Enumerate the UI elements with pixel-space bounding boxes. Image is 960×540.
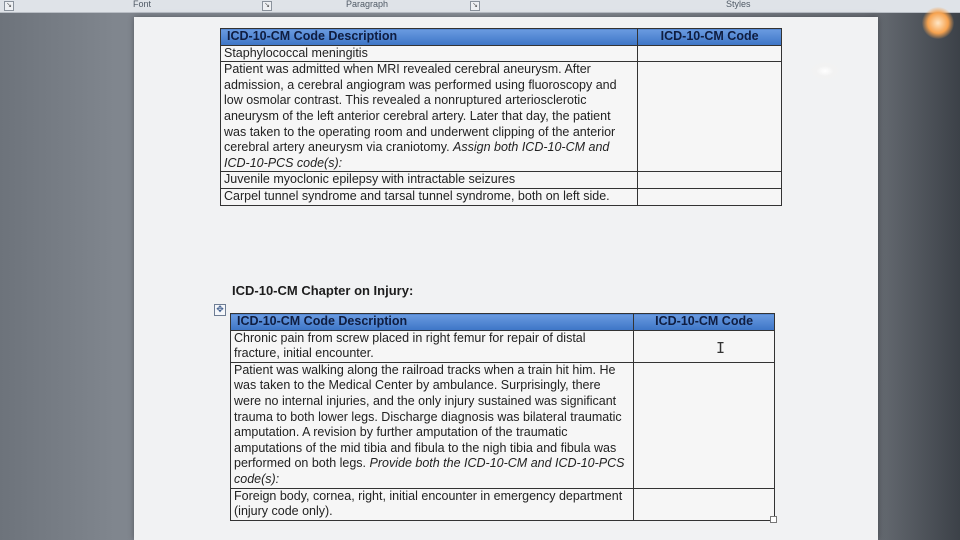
code-cell[interactable] xyxy=(638,62,782,172)
font-dialog-launcher-icon[interactable]: ↘ xyxy=(262,1,272,11)
code-cell[interactable] xyxy=(634,362,775,488)
table-row xyxy=(221,172,782,189)
description-text: Staphylococcal meningitis xyxy=(224,45,368,60)
ribbon-group-styles: Styles xyxy=(726,0,751,9)
description-text: Patient was walking along the railroad tracks when a train hit him. He was taken to the Medical Center by ambulance. Surprisingly, there were no internal injuries, and the only injury sustained was significant trauma to both lower legs. Discharge diagnosis was bilateral traumatic amputation. A revision by further amputation of the traumatic amputations of the mid tibia and fibula to the nigh tibia and fibula was performed on both legs. xyxy=(234,362,622,471)
code-cell[interactable] xyxy=(634,330,775,362)
description-cell[interactable] xyxy=(221,62,638,172)
table-move-icon[interactable]: ✥ xyxy=(214,304,226,316)
light-glare xyxy=(922,7,954,39)
description-text: Foreign body, cornea, right, initial encounter in emergency department (injury code only). xyxy=(234,488,623,519)
icd-table-2 xyxy=(230,313,775,521)
table-header-row xyxy=(221,29,782,46)
table-row xyxy=(221,45,782,62)
column-header-code: ICD-10-CM Code xyxy=(634,314,775,331)
description-cell[interactable] xyxy=(231,362,634,488)
icd-table-1 xyxy=(220,28,782,206)
description-text: Carpel tunnel syndrome and tarsal tunnel syndrome, both on left side. xyxy=(224,188,610,203)
table-row xyxy=(221,62,782,172)
table-row xyxy=(231,330,775,362)
instruction-text: Provide both the ICD-10-CM and ICD-10-PCS code(s): xyxy=(234,456,625,486)
description-cell[interactable] xyxy=(231,488,634,520)
description-text: Juvenile myoclonic epilepsy with intractable seizures xyxy=(224,172,516,187)
table-resize-handle[interactable] xyxy=(770,516,777,523)
table-row xyxy=(221,188,782,205)
instruction-text: Assign both ICD-10-CM and ICD-10-PCS code(s): xyxy=(224,140,610,170)
column-header-description: ICD-10-CM Code Description xyxy=(221,29,638,46)
column-header-description: ICD-10-CM Code Description xyxy=(231,314,634,331)
code-cell[interactable] xyxy=(638,188,782,205)
code-cell[interactable] xyxy=(638,172,782,189)
paragraph-dialog-launcher-icon[interactable]: ↘ xyxy=(470,1,480,11)
description-text: Chronic pain from screw placed in right femur for repair of distal fracture, initial encounter. xyxy=(234,330,586,361)
description-cell[interactable] xyxy=(221,45,638,62)
code-cell[interactable] xyxy=(634,488,775,520)
code-cell[interactable] xyxy=(638,45,782,62)
column-header-code: ICD-10-CM Code xyxy=(638,29,782,46)
table-row xyxy=(231,362,775,488)
table-row xyxy=(231,488,775,520)
table-header-row xyxy=(231,314,775,331)
description-text: Patient was admitted when MRI revealed cerebral aneurysm. After admission, a cerebral angiogram was performed using fluoroscopy and low osmolar contrast. This revealed a nonruptured arteriosclerotic aneurysm of the left anterior cerebral artery. Later that day, the patient was taken to the operating room and underwent clipping of the anterior cerebral artery aneurysm via craniotomy. xyxy=(224,62,617,155)
description-cell[interactable] xyxy=(231,330,634,362)
description-cell[interactable] xyxy=(221,188,638,205)
ribbon-group-font: Font xyxy=(133,0,152,9)
light-glare xyxy=(810,62,840,80)
section-title: ICD-10-CM Chapter on Injury: xyxy=(232,283,414,298)
text-cursor-icon: I xyxy=(716,339,726,357)
description-cell[interactable] xyxy=(221,172,638,189)
ribbon-bar xyxy=(0,0,960,13)
dialog-launcher-icon[interactable]: ↘ xyxy=(4,1,14,11)
ribbon-group-paragraph: Paragraph xyxy=(346,0,389,9)
